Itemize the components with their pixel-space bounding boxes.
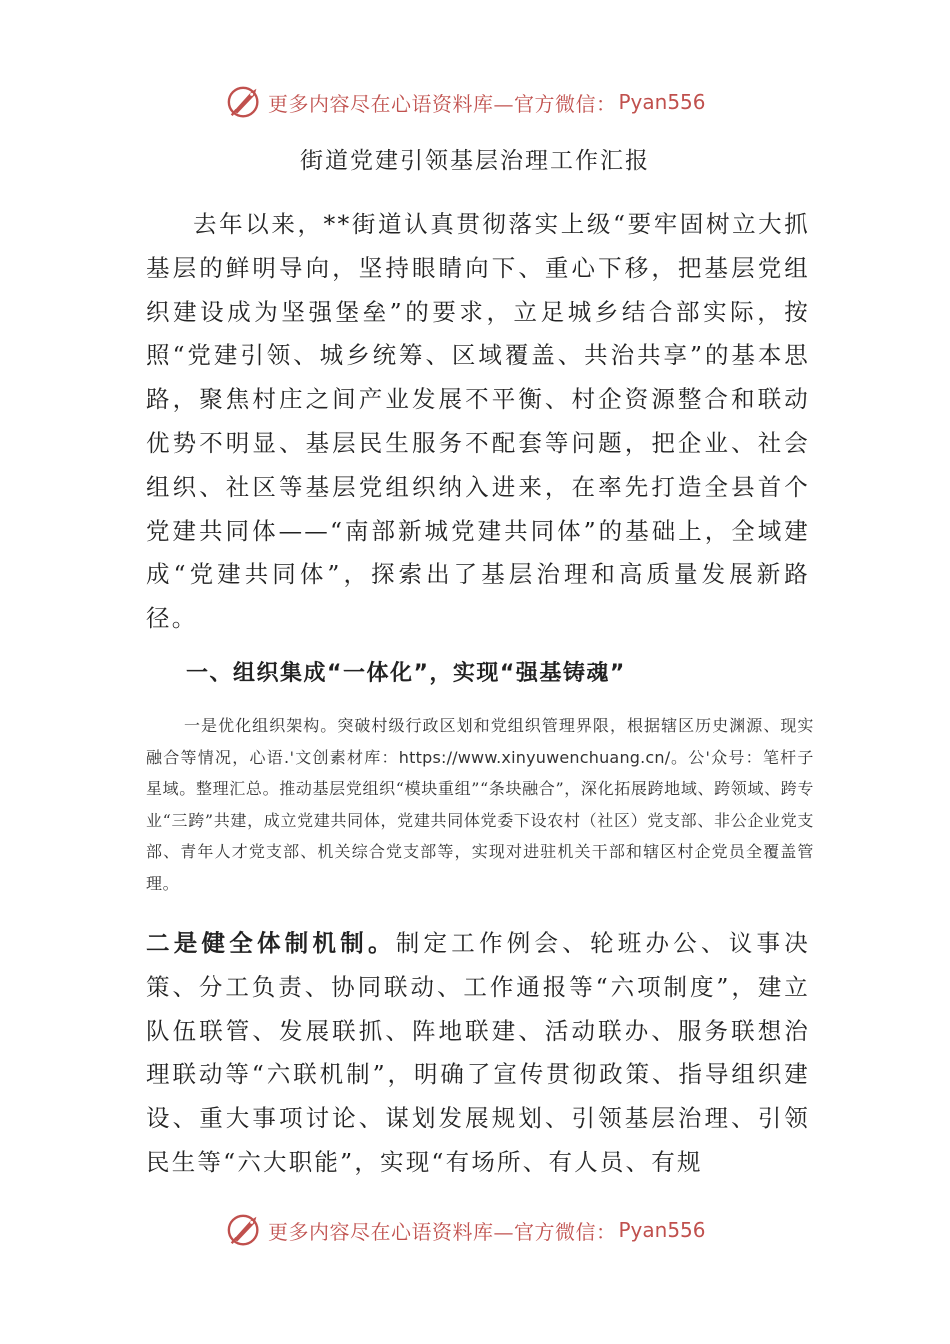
paragraph-text: 制定工作例会、轮班办公、议事决策、分工负责、协同联动、工作通报等“六项制度”，建立队伍联管、发展联抓、阵地联建、活动联办、服务联想治理联动等“六联机制”，明确了宣传贯彻政策、指导组织建设、重大事项讨论、谋划发展规划、引领基层治理、引领民生等“六大职能”，实现“有场所、有人员、有规 (146, 929, 810, 1176)
intro-paragraph: 去年以来，**街道认真贯彻落实上级“要牢固树立大抓基层的鲜明导向，坚持眼睛向下、重心下移，把基层党组织建设成为坚强堡垒”的要求，立足城乡结合部实际，按照“党建引领、城乡统筹、区域覆盖、共治共享”的基本思路，聚焦村庄之间产业发展不平衡、村企资源整合和联动优势不明显、基层民生服务不配套等问题，把企业、社会组织、社区等基层党组织纳入进来，在率先打造全县首个党建共同体——“南部新城党建共同体”的基础上，全域建成“党建共同体”，探索出了基层治理和高质量发展新路径。 (146, 210, 810, 633)
footer-watermark-banner (226, 1210, 746, 1250)
banner-text: 更多内容尽在心语资料库—官方微信： (268, 1219, 617, 1244)
banner-text: 更多内容尽在心语资料库—官方微信： (268, 91, 617, 116)
paragraph-optimize-structure (146, 710, 814, 900)
source-url: https://www.xinyuwenchuang.cn/ (398, 747, 671, 767)
header-watermark-banner (226, 82, 746, 122)
pen-nib-circle-icon (226, 1211, 264, 1249)
banner-wechat-id: Pyan556 (618, 1218, 706, 1242)
banner-wechat-id: Pyan556 (618, 90, 706, 114)
section-heading-1: 一、组织集成“一体化”，实现“强基铸魂” (186, 661, 626, 686)
document-title: 街道党建引领基层治理工作汇报 (300, 148, 650, 174)
paragraph-lead: 二是健全体制机制。 (146, 929, 396, 957)
pen-nib-circle-icon (226, 83, 264, 121)
paragraph-text: 。公'众号：笔杆子星域。整理汇总。推动基层党组织“模块重组”“条块融合”，深化拓展跨地域、跨领域、跨专业“三跨”共建，成立党建共同体，党建共同体党委下设农村（社区）党支部、非公企业党支部、青年人才党支部、机关综合党支部等，实现对进驻机关干部和辖区村企党员全覆盖管理。 (146, 747, 814, 893)
paragraph-text: 一是优化组织架构。突破村级行政区划和党组织管理界限，根据辖区历史渊源、现实融合等情况，心语.'文创素材库： (146, 716, 814, 767)
paragraph-improve-mechanism (146, 922, 810, 1185)
